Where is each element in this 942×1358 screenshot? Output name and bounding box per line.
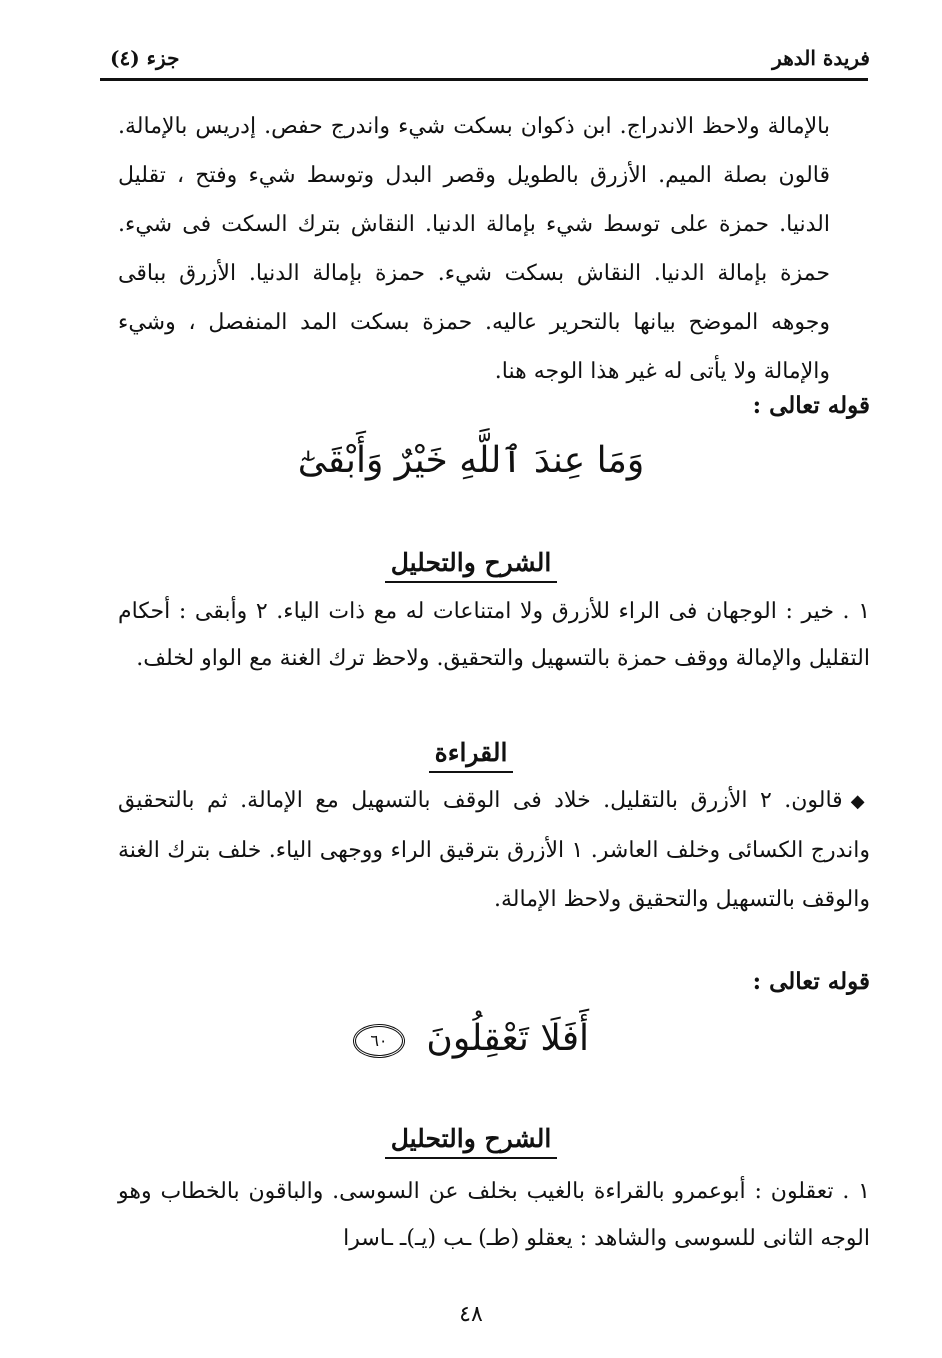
qawl-heading-1: قوله تعالى : bbox=[752, 392, 870, 419]
qiraa-title bbox=[0, 738, 942, 773]
diamond-bullet-icon: ◆ bbox=[850, 791, 871, 812]
sharh-title-2-text: الشرح والتحليل bbox=[385, 1124, 558, 1159]
qiraa-paragraph bbox=[118, 776, 870, 924]
sharh-paragraph-2: ١ . تعقلون : أبوعمرو بالقراءة بالغيب بخلف عن السوسى. والباقون بالخطاب وهو الوجه الثانى للسوسى والشاهد : يعقلو (طـ) ـب (يـ)ـ ـاسرا bbox=[118, 1179, 870, 1251]
volume-label: جزء (٤) bbox=[110, 46, 180, 70]
header-divider bbox=[100, 78, 868, 81]
qiraa-text: قالون. ٢ الأزرق بالتقليل. خلاد فى الوقف بالتسهيل مع الإمالة. ثم بالتحقيق واندرج الكسائى وخلف العاشر. ١ الأزرق بترقيق الراء ووجهى الياء. خلف بترك الغنة والوقف بالتسهيل والتحقيق ولاحظ الإمالة. bbox=[118, 788, 871, 912]
sharh-title-1-text: الشرح والتحليل bbox=[385, 548, 558, 583]
sharh-paragraph-1: ١ . خير : الوجهان فى الراء للأزرق ولا امتناعات له مع ذات الياء. ٢ وأبقى : أحكام التقليل والإمالة ووقف حمزة بالتسهيل والتحقيق. ولاحظ ترك الغنة مع الواو لخلف. bbox=[118, 599, 871, 671]
qiraa-title-text: القراءة bbox=[429, 738, 514, 773]
page-number: ٤٨ bbox=[459, 1302, 483, 1327]
intro-paragraph: بالإمالة ولاحظ الاندراج. ابن ذكوان بسكت شيء واندرج حفص. إدريس بالإمالة. قالون بصلة الميم. الأزرق بالطويل وقصر البدل وتوسط شيء وفتح ، تقليل الدنيا. حمزة على توسط شيء بإمالة الدنيا. النقاش بترك السكت فى شيء. حمزة بإمالة الدنيا. النقاش بسكت شيء. حمزة بإمالة الدنيا. الأزرق بباقى وجوهه الموضح بيانها بالتحرير عاليه. حمزة بسكت المد المنفصل ، وشيء والإمالة ولا يأتى له غير هذا الوجه هنا. bbox=[118, 114, 831, 384]
sharh-title-1 bbox=[0, 548, 942, 583]
sharh-title-2 bbox=[0, 1124, 942, 1159]
quran-verse-1: وَمَا عِندَ ٱللَّهِ خَيْرٌ وَأَبْقَىٰٓ bbox=[297, 440, 645, 481]
qawl-heading-2: قوله تعالى : bbox=[752, 968, 870, 995]
ayah-number-icon: ٦٠ bbox=[353, 1024, 405, 1058]
book-title: فريدة الدهر bbox=[772, 46, 870, 70]
quran-verse-2 bbox=[0, 1018, 942, 1059]
quran-verse-2-text: أَفَلَا تَعْقِلُونَ bbox=[426, 1018, 590, 1059]
page-header bbox=[100, 40, 870, 80]
